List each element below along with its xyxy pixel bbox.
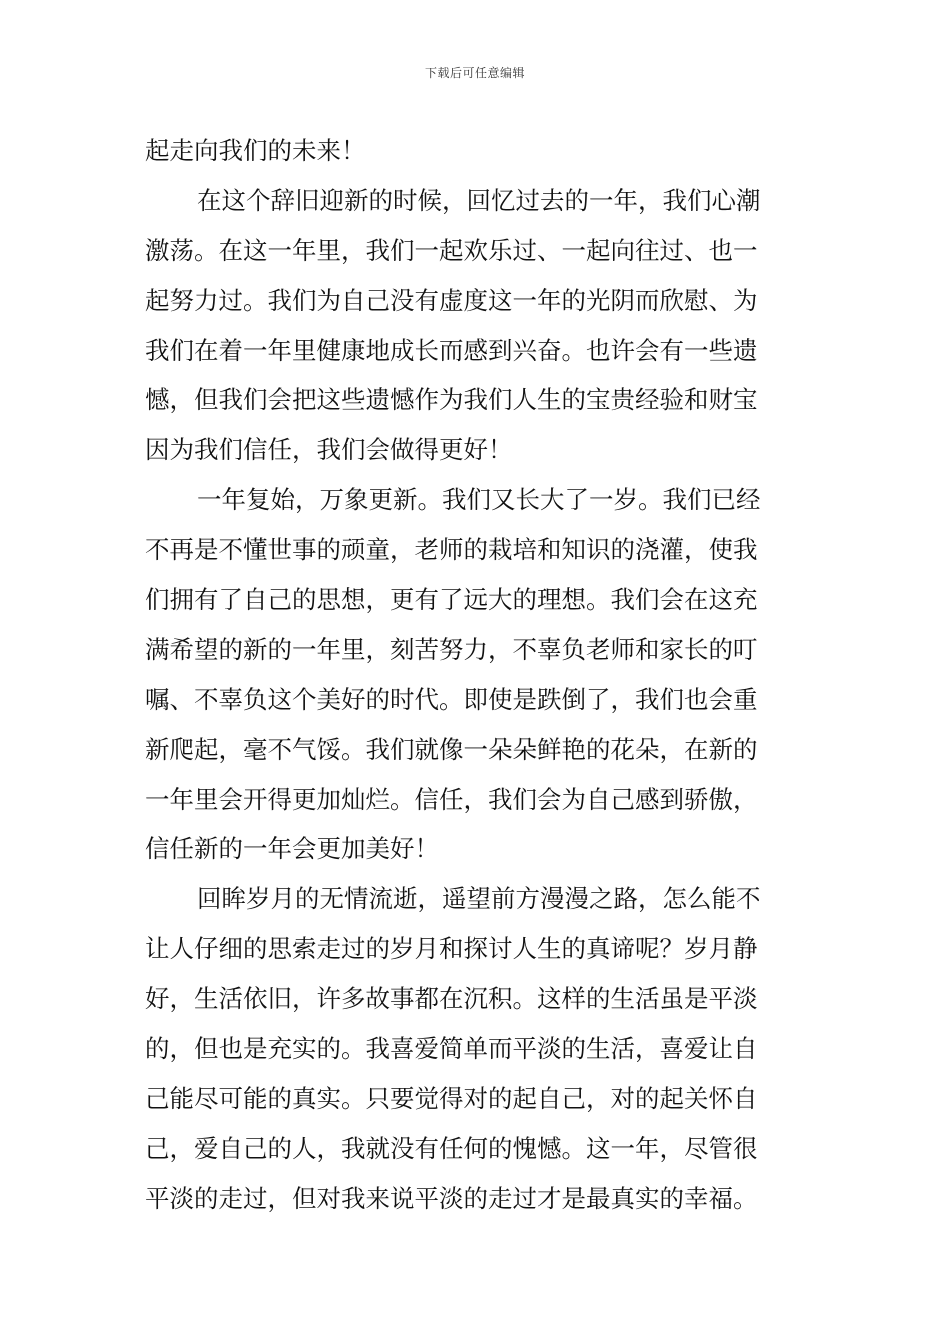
paragraph-first-line: 在这个辞旧迎新的时候，回忆过去的一年，我们心潮 <box>197 185 761 215</box>
text-line: 的，但也是充实的。我喜爱简单而平淡的生活，喜爱让自 <box>145 1034 758 1064</box>
text-line: 因为我们信任，我们会做得更好！ <box>145 435 513 465</box>
text-line: 不再是不懂世事的顽童，老师的栽培和知识的浇灌，使我 <box>145 535 758 565</box>
text-line: 激荡。在这一年里，我们一起欢乐过、一起向往过、也一 <box>145 235 758 265</box>
page-header: 下载后可任意编辑 <box>424 66 525 80</box>
paragraph-first-line: 回眸岁月的无情流逝，遥望前方漫漫之路，怎么能不 <box>197 884 761 914</box>
text-line: 起努力过。我们为自己没有虚度这一年的光阴而欣慰、为 <box>145 285 758 315</box>
text-line: 满希望的新的一年里，刻苦努力，不辜负老师和家长的叮 <box>145 634 758 664</box>
paragraph-first-line: 一年复始，万象更新。我们又长大了一岁。我们已经 <box>197 485 761 515</box>
document-body <box>145 126 809 1224</box>
text-line: 好，生活依旧，许多故事都在沉积。这样的生活虽是平淡 <box>145 984 758 1014</box>
text-line: 己能尽可能的真实。只要觉得对的起自己，对的起关怀自 <box>145 1083 758 1113</box>
text-line: 起走向我们的未来！ <box>145 136 366 165</box>
text-line: 嘱、不辜负这个美好的时代。即使是跌倒了，我们也会重 <box>145 684 758 714</box>
text-line: 一年里会开得更加灿烂。信任，我们会为自己感到骄傲， <box>145 784 758 814</box>
text-line: 新爬起，毫不气馁。我们就像一朵朵鲜艳的花朵，在新的 <box>145 734 758 764</box>
text-line: 憾，但我们会把这些遗憾作为我们人生的宝贵经验和财宝 <box>145 385 758 415</box>
text-line: 平淡的走过，但对我来说平淡的走过才是最真实的幸福。 <box>145 1183 758 1213</box>
text-line: 们拥有了自己的思想，更有了远大的理想。我们会在这充 <box>145 585 758 615</box>
text-line: 让人仔细的思索走过的岁月和探讨人生的真谛呢？岁月静 <box>145 934 758 964</box>
text-line: 信任新的一年会更加美好！ <box>145 834 439 864</box>
text-line: 己，爱自己的人，我就没有任何的愧憾。这一年，尽管很 <box>145 1133 758 1163</box>
text-line: 我们在着一年里健康地成长而感到兴奋。也许会有一些遗 <box>145 335 758 365</box>
